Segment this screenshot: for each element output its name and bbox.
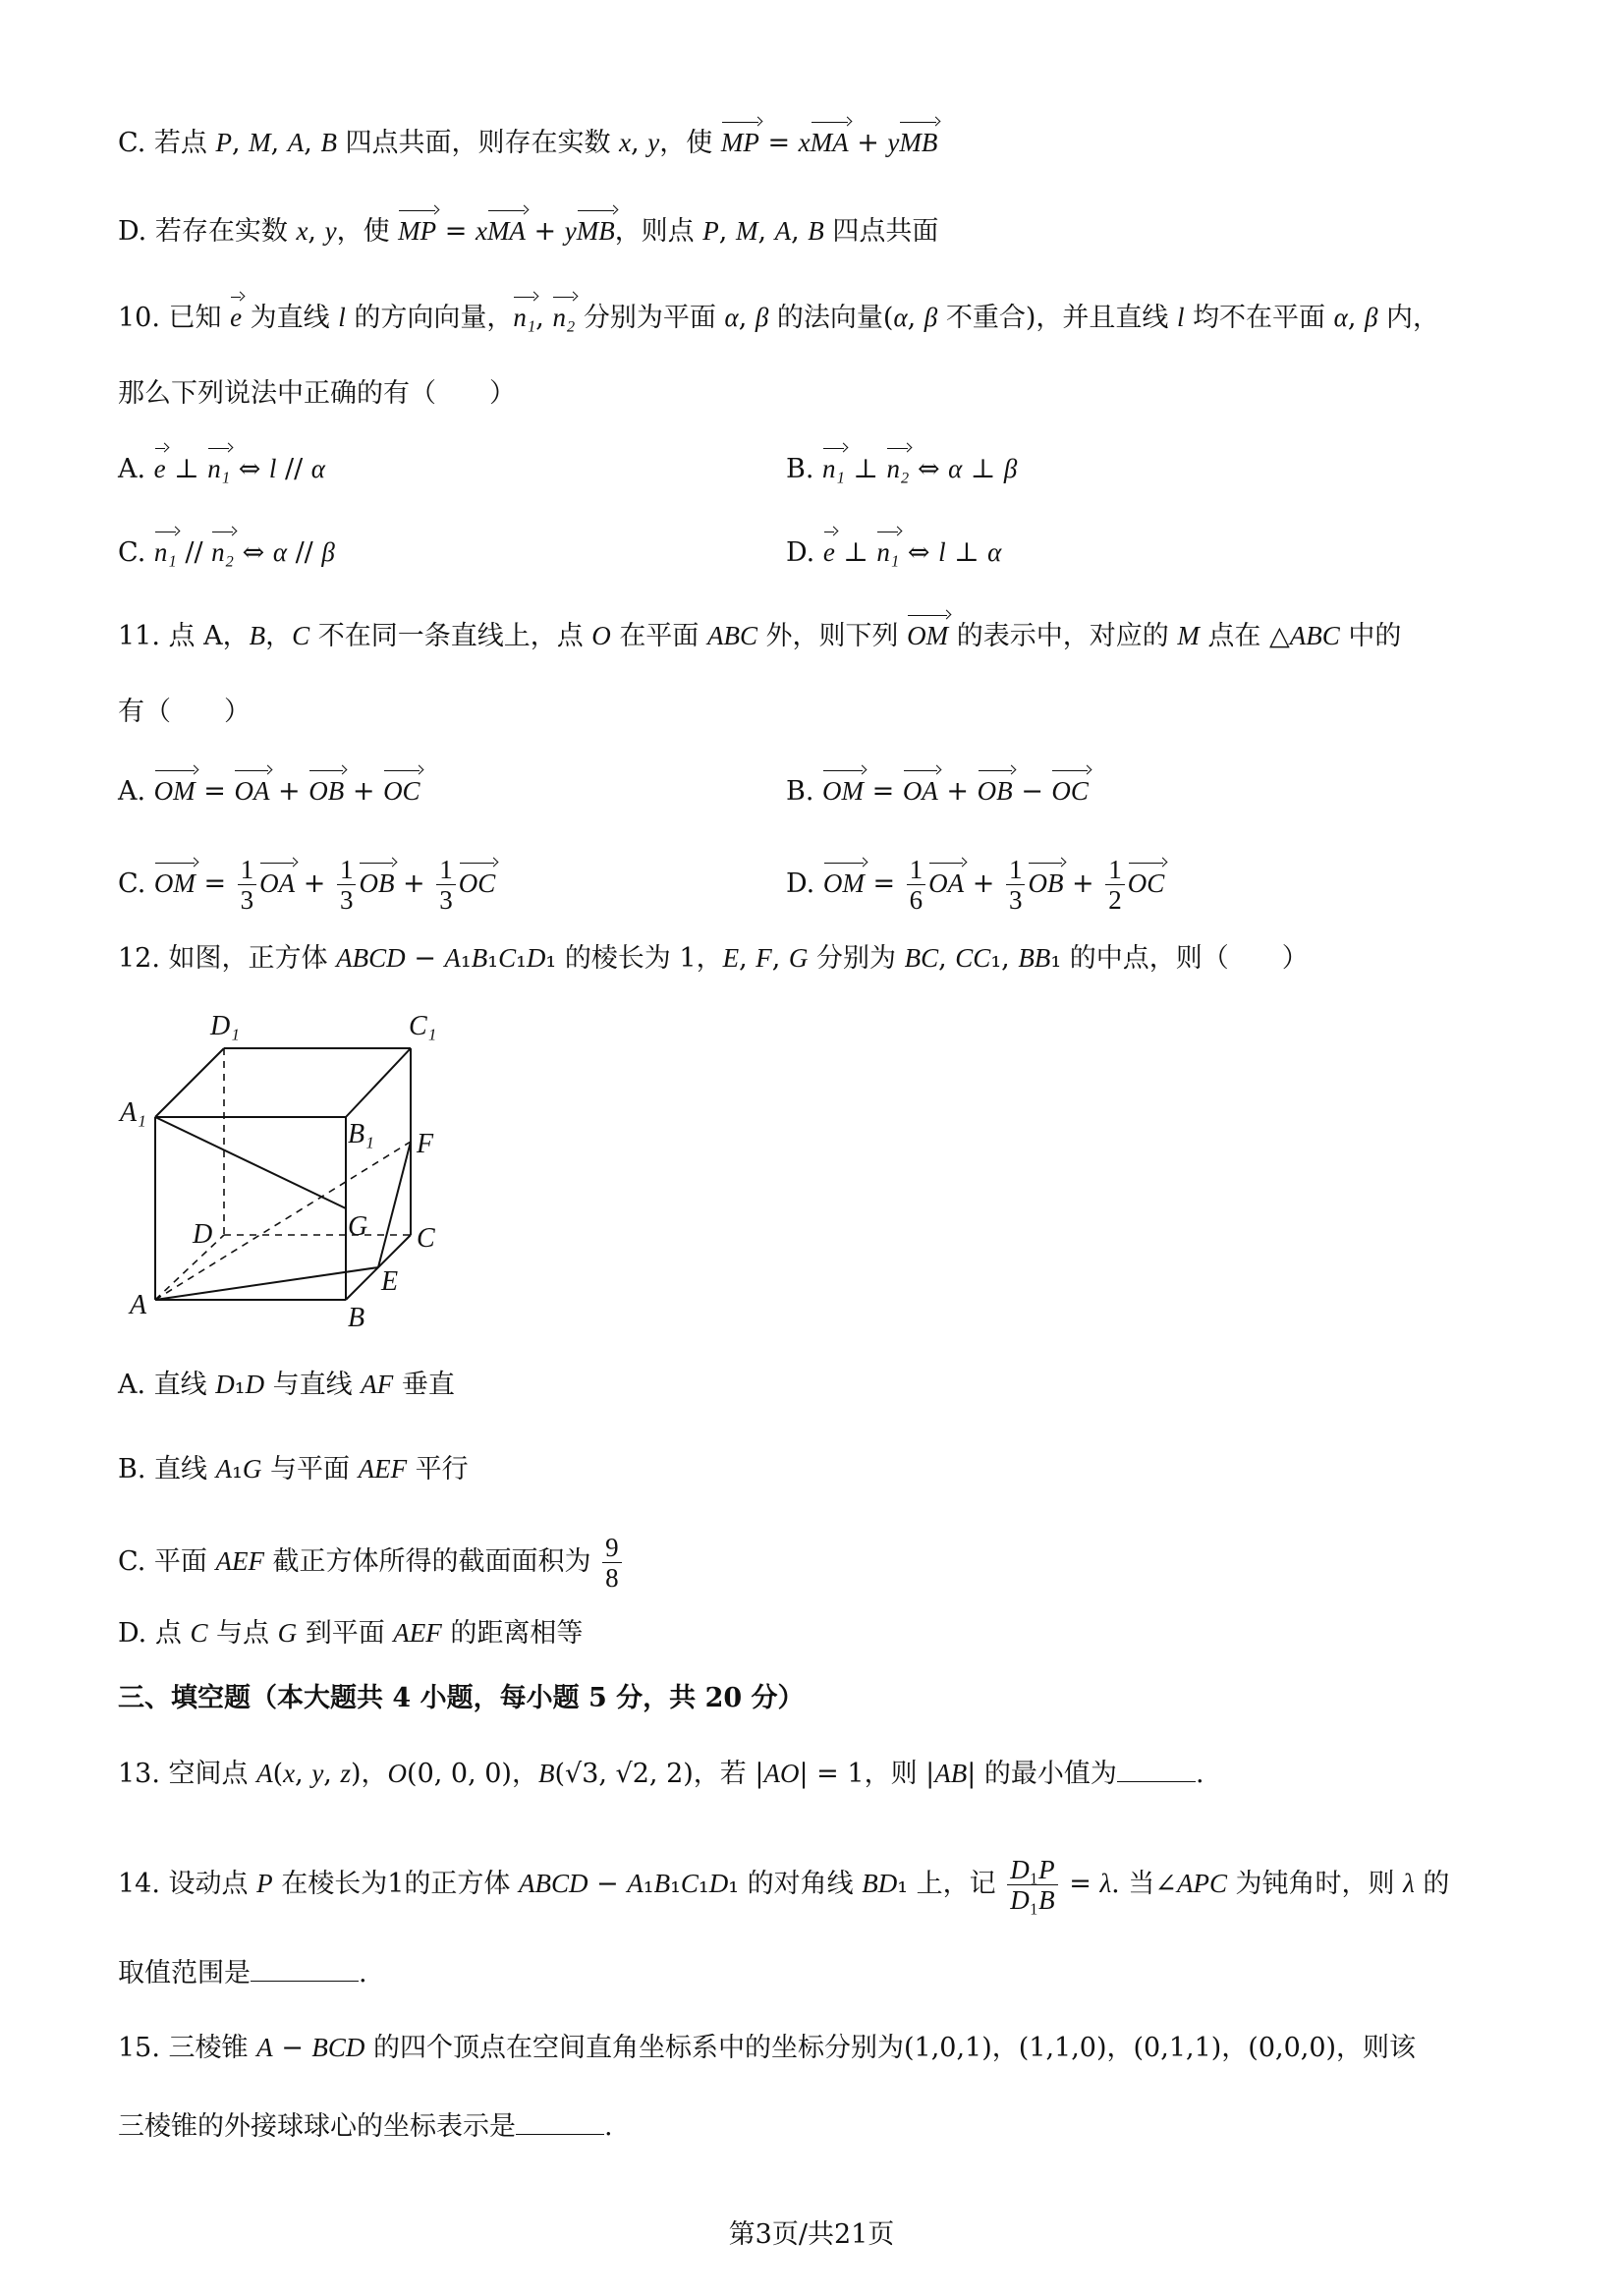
q11-stem-2: 有（ ）: [118, 697, 251, 727]
q9-option-c: C. 若点 P, M, A, B 四点共面，则存在实数 x, y，使 MP = xMA + yMB: [118, 128, 938, 158]
q15-line-2: 三棱锥的外接球球心的坐标表示是 .: [118, 2108, 613, 2144]
label-b: B: [348, 1303, 365, 1331]
q11-option-b: B. OM = OA + OB − OC: [786, 776, 1089, 807]
q14-line-1: 14. 设动点 P 在棱长为1的正方体 ABCD − A₁B₁C₁D₁ 的对角线 BD₁ 上，记 $\frac{\text{D₁P}}{\text{D₁B}}$ = λ. 当∠APC 为钝角时，则 λ 的: [118, 1855, 1450, 1915]
cube-figure: [108, 1007, 472, 1331]
q12-option-c: C. 平面 AEF 截正方体所得的截面面积为 $\frac{9}{8}$: [118, 1533, 625, 1593]
q12-option-d: D. 点 C 与点 G 到平面 AEF 的距离相等: [118, 1618, 584, 1649]
label-d1: D₁: [210, 1011, 240, 1041]
q10-stem-2: 那么下列说法中正确的有（ ）: [118, 378, 516, 409]
q10-option-a: A. e ⊥ n₁ ⇔ l // α: [118, 454, 325, 484]
line-ef: [378, 1142, 411, 1267]
label-g: G: [348, 1211, 368, 1242]
edge-b1c1: [346, 1048, 411, 1117]
q9-option-d: D. 若存在实数 x, y，使 MP = xMA + yMB，则点 P, M, A, B 四点共面: [118, 216, 939, 247]
line-ae: [155, 1267, 378, 1300]
edge-ad-hidden: [155, 1235, 224, 1300]
label-f: F: [417, 1129, 434, 1159]
line-a1g: [155, 1117, 346, 1208]
label-a: A: [130, 1290, 147, 1320]
label-c1: C₁: [409, 1011, 437, 1041]
q10-option-b: B. n₁ ⊥ n₂ ⇔ α ⊥ β: [786, 454, 1018, 484]
q10-option-d: D. e ⊥ n₁ ⇔ l ⊥ α: [786, 537, 1002, 568]
q12-option-b: B. 直线 A₁G 与平面 AEF 平行: [118, 1454, 469, 1484]
q10-stem: 10. 已知 e 为直线 l 的方向向量，n₁, n₂ 分别为平面 α, β 的法向量(α, β 不重合)，并且直线 l 均不在平面 α, β 内，: [118, 303, 1440, 333]
edge-a1d1: [155, 1048, 224, 1117]
q11-stem: 11. 点 A，B，C 不在同一条直线上，点 O 在平面 ABC 外，则下列 OM 的表示中，对应的 M 点在 △ABC 中的: [118, 621, 1402, 651]
section-3-heading: 三、填空题（本大题共 4 小题，每小题 5 分，共 20 分）: [118, 1683, 805, 1713]
q15-line-1: 15. 三棱锥 A − BCD 的四个顶点在空间直角坐标系中的坐标分别为(1,0,1)，(1,1,0)，(0,1,1)，(0,0,0)，则该: [118, 2033, 1417, 2063]
label-e: E: [381, 1266, 399, 1297]
page-footer: 第3页/共21页: [728, 2219, 895, 2250]
label-a1: A₁: [120, 1097, 146, 1128]
q11-option-d: D. OM = $\frac{1}{6}$ OA + $\frac{1}{3}$ OB + $\frac{1}{2}$ OC: [786, 855, 1165, 915]
q12-stem: 12. 如图，正方体 ABCD − A₁B₁C₁D₁ 的棱长为 1，E, F, G 分别为 BC, CC₁, BB₁ 的中点，则（ ）: [118, 943, 1309, 974]
q14-line-2: 取值范围是 .: [118, 1955, 367, 1990]
label-b1: B₁: [348, 1119, 374, 1149]
q13: 13. 空间点 A(x, y, z)，O(0, 0, 0)，B(√3, √2, 2)，若 |AO| = 1，则 |AB| 的最小值为 .: [118, 1756, 1204, 1791]
q11-option-a: A. OM = OA + OB + OC: [118, 776, 420, 807]
q12-option-a: A. 直线 D₁D 与直线 AF 垂直: [118, 1370, 455, 1400]
label-d: D: [193, 1219, 213, 1250]
q10-option-c: C. n₁ // n₂ ⇔ α // β: [118, 537, 335, 568]
label-c: C: [417, 1223, 435, 1254]
q11-option-c: C. OM = $\frac{1}{3}$ OA + $\frac{1}{3}$ OB + $\frac{1}{3}$ OC: [118, 855, 496, 915]
